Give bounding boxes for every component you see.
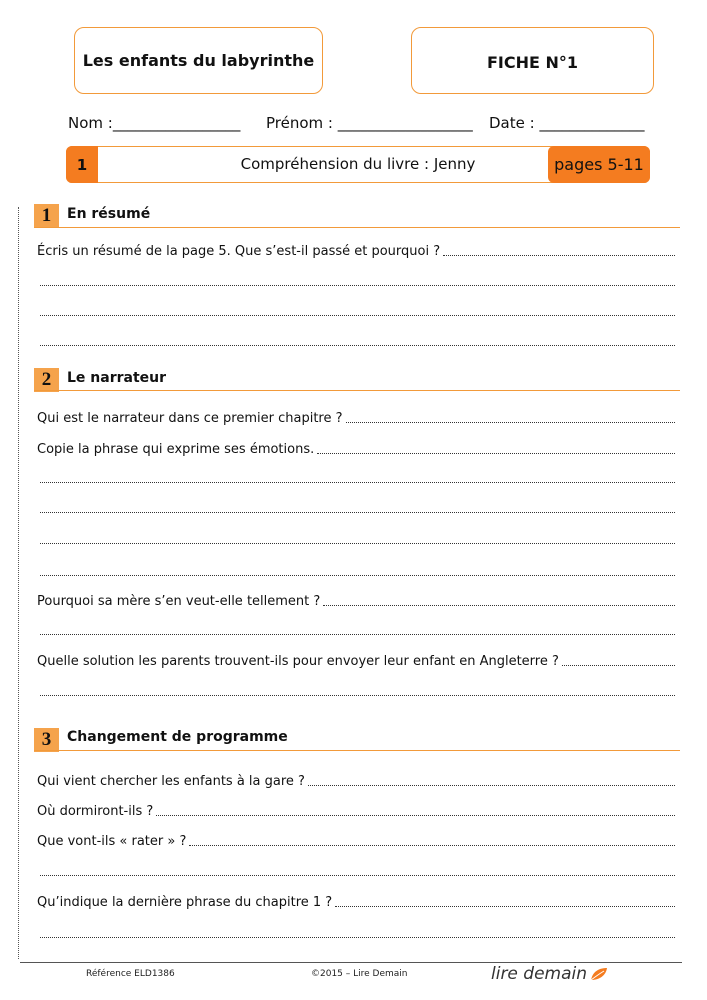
question-text: Qui vient chercher les enfants à la gare ? (37, 774, 305, 789)
answer-line[interactable] (37, 408, 675, 426)
section-1-rule (34, 227, 680, 228)
banner-title: Compréhension du livre : Jenny (240, 155, 476, 173)
date-field[interactable]: Date : ______________ (489, 114, 645, 132)
answer-line[interactable] (37, 241, 675, 259)
answer-line[interactable] (37, 498, 675, 516)
question-text: Pourquoi sa mère s’en veut-elle tellement ? (37, 594, 321, 609)
answer-line[interactable] (37, 681, 675, 699)
section-2-rule (34, 390, 680, 391)
sheet-label-box (411, 27, 654, 94)
answer-line[interactable] (37, 561, 675, 579)
answer-line[interactable] (37, 271, 675, 289)
answer-line[interactable] (37, 771, 675, 789)
answer-line[interactable] (37, 529, 675, 547)
footer-reference: Référence ELD1386 (86, 969, 175, 979)
banner-pages: pages 5-11 (548, 146, 650, 183)
question-text: Qu’indique la dernière phrase du chapitre 1 ? (37, 895, 333, 910)
book-title: Les enfants du labyrinthe (82, 51, 315, 70)
section-2-title: Le narrateur (67, 370, 167, 386)
section-3-number: 3 (34, 728, 59, 752)
answer-line[interactable] (37, 591, 675, 609)
question-text: Qui est le narrateur dans ce premier chapitre ? (37, 411, 343, 426)
footer-rule (20, 962, 682, 963)
answer-line[interactable] (37, 923, 675, 941)
publisher-logo (491, 964, 609, 984)
question-text: Copie la phrase qui exprime ses émotions. (37, 442, 315, 457)
question-text: Que vont-ils « rater » ? (37, 834, 187, 849)
banner-number: 1 (66, 146, 98, 183)
answer-line[interactable] (37, 801, 675, 819)
section-1-number: 1 (34, 204, 59, 228)
nom-field[interactable]: Nom :_________________ (68, 114, 241, 132)
book-title-box (74, 27, 323, 94)
chapter-banner (66, 146, 650, 183)
footer-copyright: ©2015 – Lire Demain (311, 969, 408, 979)
question-text: Quelle solution les parents trouvent-ils pour envoyer leur enfant en Angleterre ? (37, 654, 559, 669)
leaf-icon (589, 966, 609, 982)
answer-line[interactable] (37, 301, 675, 319)
answer-line[interactable] (37, 861, 675, 879)
prenom-field[interactable]: Prénom : __________________ (266, 114, 473, 132)
answer-line[interactable] (37, 651, 675, 669)
section-2-number: 2 (34, 368, 59, 392)
question-text: Écris un résumé de la page 5. Que s’est-il passé et pourquoi ? (37, 244, 441, 259)
answer-line[interactable] (37, 892, 675, 910)
logo-text: lire demain (491, 964, 588, 984)
question-text: Où dormiront-ils ? (37, 804, 154, 819)
answer-line[interactable] (37, 468, 675, 486)
section-1-title: En résumé (67, 206, 151, 222)
sheet-label: FICHE N°1 (486, 53, 579, 72)
answer-line[interactable] (37, 620, 675, 638)
answer-line[interactable] (37, 331, 675, 349)
section-3-title: Changement de programme (67, 729, 288, 745)
section-3-rule (34, 750, 680, 751)
left-margin-rule (18, 207, 19, 959)
answer-line[interactable] (37, 439, 675, 457)
answer-line[interactable] (37, 831, 675, 849)
